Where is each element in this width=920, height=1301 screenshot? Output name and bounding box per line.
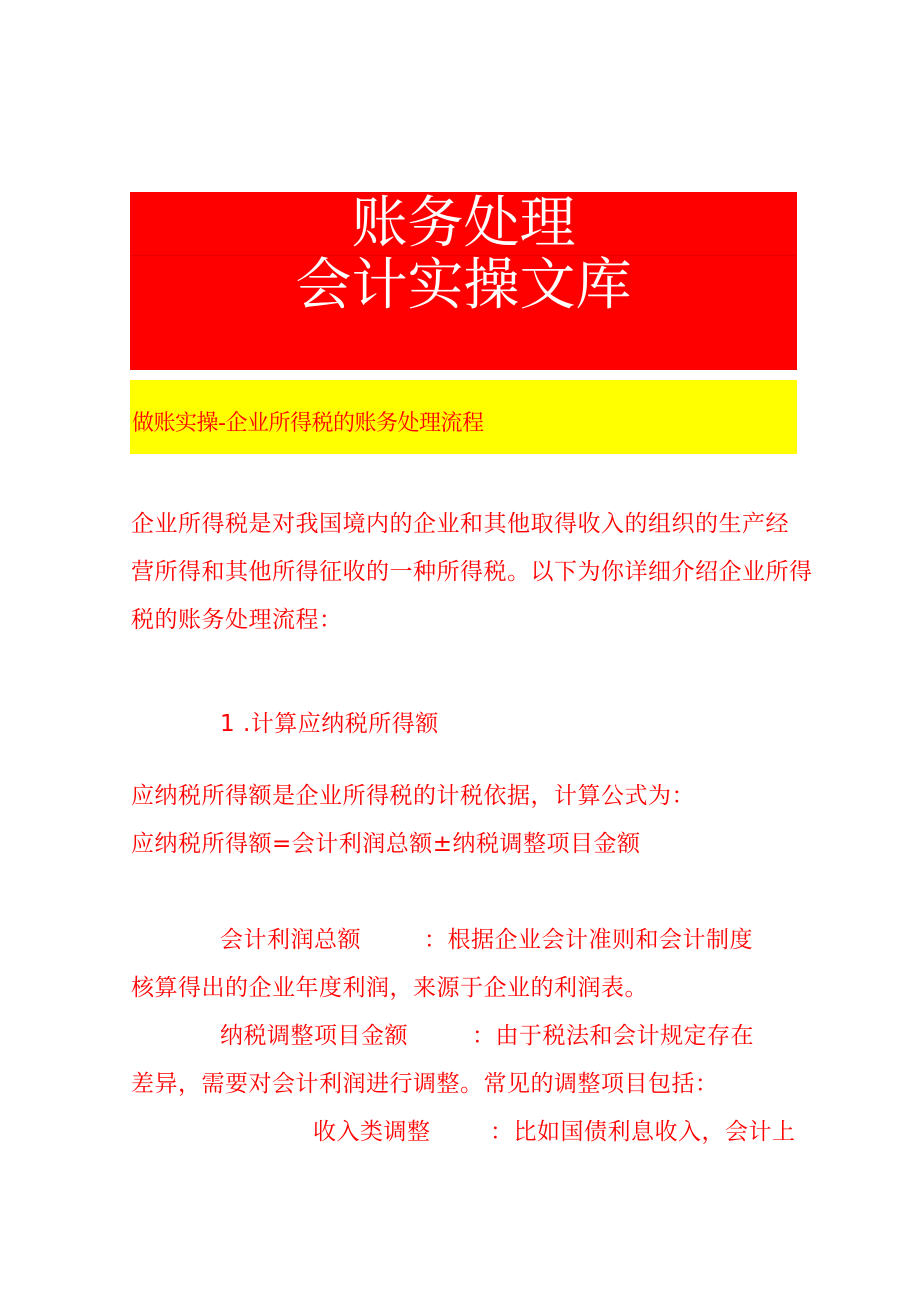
document-subtitle: 做账实操-企业所得税的账务处理流程 xyxy=(132,411,484,436)
section-heading: 1 .计算应纳税所得额 xyxy=(220,711,439,737)
profit-desc-line-2: 核算得出的企业年度利润，来源于企业的利润表。 xyxy=(131,975,648,1001)
intro-line-3: 税的账务处理流程： xyxy=(131,607,343,633)
income-label: 收入类调整 xyxy=(313,1119,431,1145)
intro-line-2: 营所得和其他所得征收的一种所得税。以下为你详细介绍企业所得 xyxy=(131,559,813,585)
intro-line-1: 企业所得税是对我国境内的企业和其他取得收入的组织的生产经 xyxy=(131,511,789,537)
adjust-label: 纳税调整项目金额 xyxy=(220,1023,408,1049)
section-description: 应纳税所得额是企业所得税的计税依据，计算公式为： xyxy=(131,783,695,809)
title-banner xyxy=(130,192,797,370)
profit-desc-line-1: ：根据企业会计准则和会计制度 xyxy=(424,927,753,953)
adjust-desc-line-2: 差异，需要对会计利润进行调整。常见的调整项目包括： xyxy=(131,1071,719,1097)
adjust-desc-line-1: ：由于税法和会计规定存在 xyxy=(472,1023,754,1049)
income-desc-line-1: ：比如国债利息收入，会计上 xyxy=(490,1119,796,1145)
banner-title-line1: 账务处理 xyxy=(351,191,576,256)
subtitle-bar xyxy=(130,380,797,454)
profit-label: 会计利润总额 xyxy=(220,927,361,953)
formula-line: 应纳税所得额=会计利润总额±纳税调整项目金额 xyxy=(131,831,641,857)
banner-title-line2: 会计实操文库 xyxy=(295,253,632,318)
